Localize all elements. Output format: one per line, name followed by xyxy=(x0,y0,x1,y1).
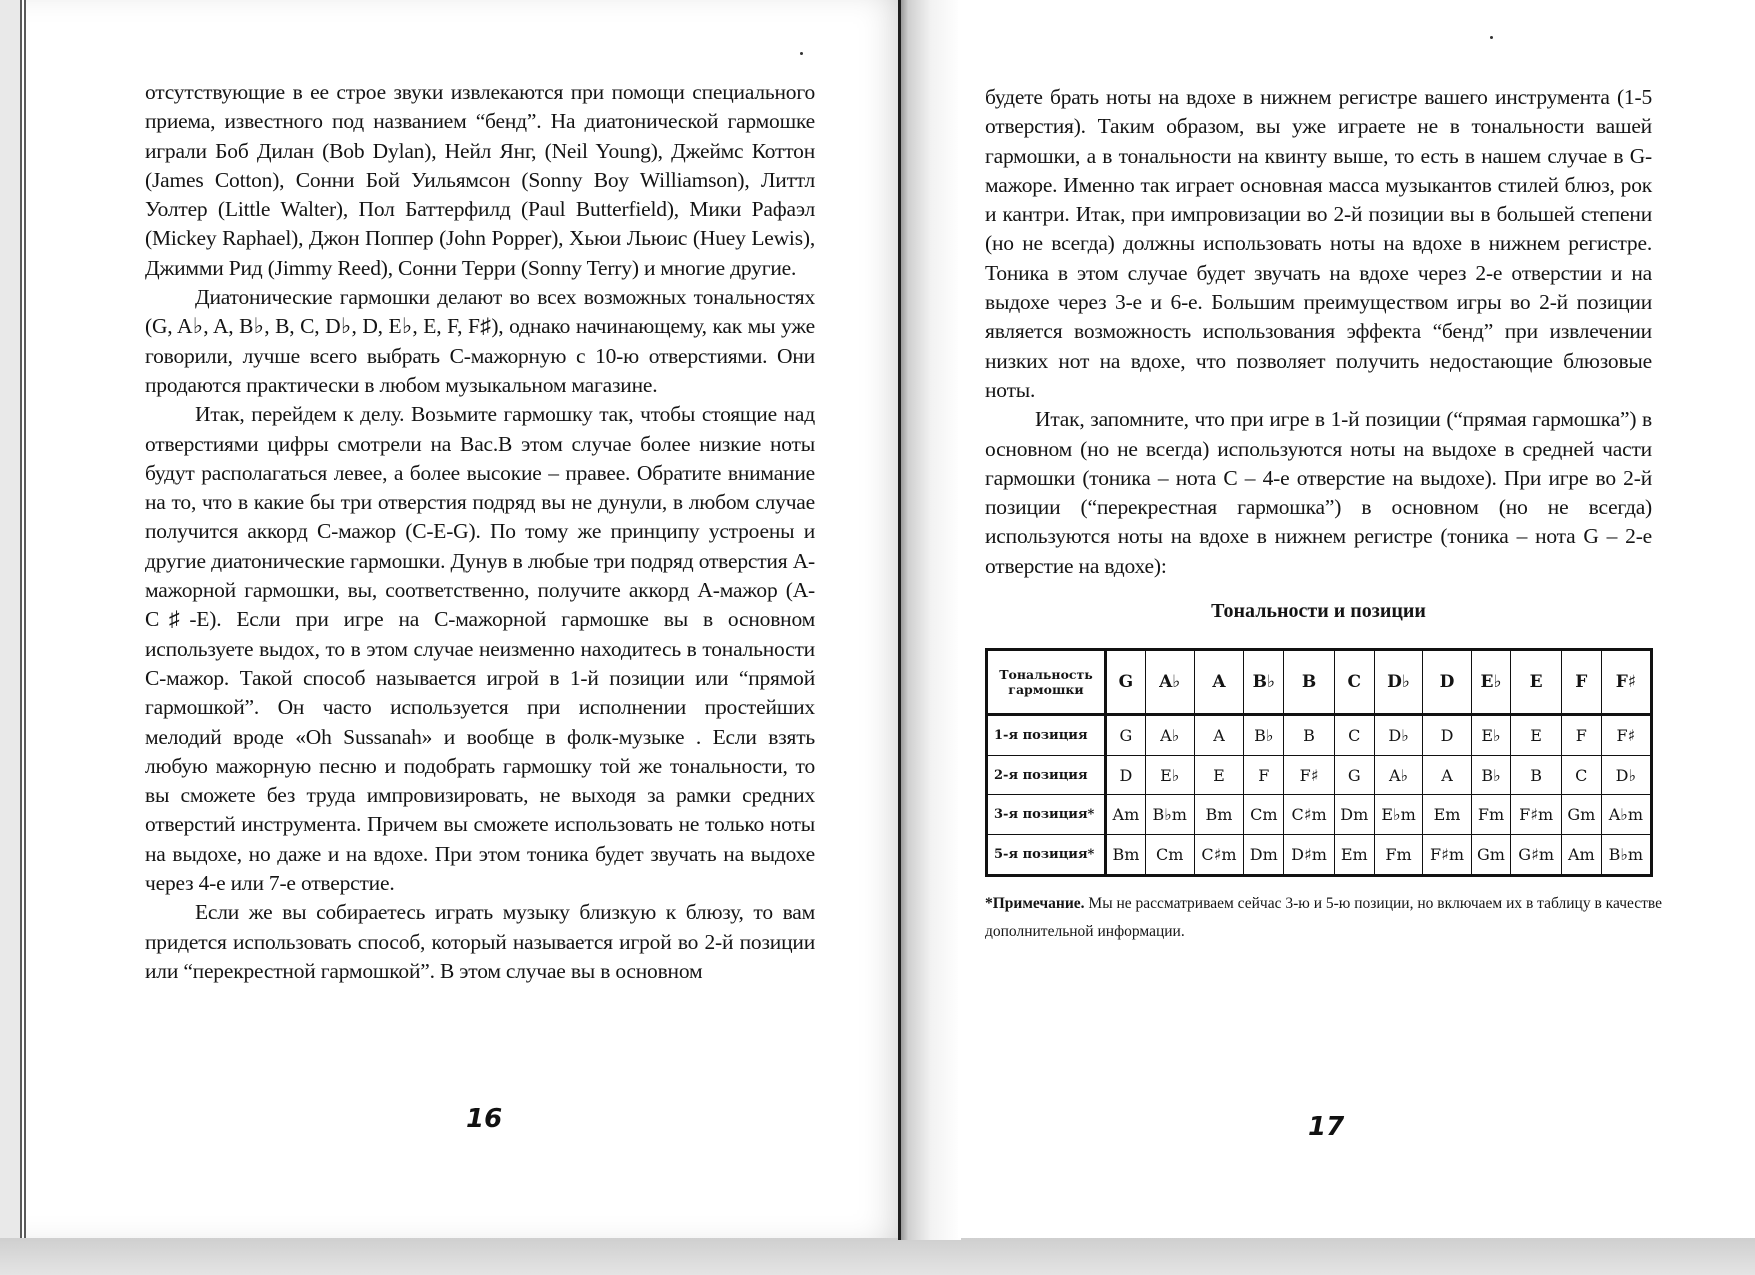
table-cell: D xyxy=(1423,714,1471,755)
table-footnote xyxy=(985,890,1665,946)
table-cell: Gm xyxy=(1561,795,1601,834)
table-cell: G xyxy=(1106,714,1146,755)
row-label: 1-я позиция xyxy=(987,714,1106,755)
row-label: 5-я позиция* xyxy=(987,834,1106,875)
table-cell: E xyxy=(1511,714,1561,755)
footnote-label: *Примечание. xyxy=(985,895,1085,912)
header-label: Тональность гармошки xyxy=(987,650,1106,715)
column-header: E♭ xyxy=(1471,650,1511,715)
table-cell: Gm xyxy=(1471,834,1511,875)
table-row xyxy=(987,756,1652,795)
right-page-body xyxy=(985,83,1652,581)
column-header: A♭ xyxy=(1145,650,1194,715)
table-cell: A xyxy=(1194,714,1244,755)
table-header-row xyxy=(987,650,1652,715)
table-row xyxy=(987,714,1652,755)
table-row xyxy=(987,795,1652,834)
book-spine xyxy=(898,0,961,1240)
table-cell: D♭ xyxy=(1601,756,1651,795)
scan-speck xyxy=(800,52,803,55)
table-cell: F♯m xyxy=(1511,795,1561,834)
table-cell: F xyxy=(1561,714,1601,755)
column-header: F xyxy=(1561,650,1601,715)
table-cell: F♯m xyxy=(1423,834,1471,875)
column-header: D xyxy=(1423,650,1471,715)
column-header: A xyxy=(1194,650,1244,715)
table-cell: B♭m xyxy=(1601,834,1651,875)
table-cell: C xyxy=(1561,756,1601,795)
table-cell: A♭m xyxy=(1601,795,1651,834)
table-cell: B xyxy=(1284,714,1335,755)
table-cell: G xyxy=(1334,756,1374,795)
table-cell: F♯ xyxy=(1284,756,1335,795)
paragraph: Если же вы собираетесь играть музыку близкую к блюзу, то вам придется использовать способ, который называется игрой во 2-й позиции или “перекрестной гармошкой”. В этом случае вы в основном xyxy=(145,900,815,983)
table-cell: B xyxy=(1511,756,1561,795)
table-cell: C♯m xyxy=(1194,834,1244,875)
table-cell: F♯ xyxy=(1601,714,1651,755)
table-cell: B♭m xyxy=(1145,795,1194,834)
table-cell: F xyxy=(1244,756,1284,795)
table-cell: Am xyxy=(1561,834,1601,875)
column-header: D♭ xyxy=(1374,650,1423,715)
table-cell: G♯m xyxy=(1511,834,1561,875)
table-cell: C♯m xyxy=(1284,795,1335,834)
table-cell: Fm xyxy=(1471,795,1511,834)
table-cell: E♭ xyxy=(1471,714,1511,755)
table-cell: A♭ xyxy=(1374,756,1423,795)
table-cell: Em xyxy=(1334,834,1374,875)
table-cell: D xyxy=(1106,756,1146,795)
table-cell: Dm xyxy=(1334,795,1374,834)
column-header: B♭ xyxy=(1244,650,1284,715)
row-label: 3-я позиция* xyxy=(987,795,1106,834)
table-cell: E♭m xyxy=(1374,795,1423,834)
table-cell: B♭ xyxy=(1244,714,1284,755)
table-cell: E♭ xyxy=(1145,756,1194,795)
table-cell: D♭ xyxy=(1374,714,1423,755)
table-cell: Fm xyxy=(1374,834,1423,875)
left-page-body xyxy=(145,78,815,986)
table-cell: Bm xyxy=(1106,834,1146,875)
table-title: Тональности и позиции xyxy=(1211,600,1426,622)
paragraph: будете брать ноты на вдохе в нижнем регистре вашего инструмента (1-5 отверстия). Таким образом, вы уже играете не в тональности вашей гармошки, а в тональности на квинту выше, то есть в нашем случае в G-мажоре. Именно так играет основная масса музыкантов стилей блюз, рок и кантри. Итак, при импровизации во 2-й позиции вы в большей степени (но не всегда) должны использовать ноты на вдохе в нижнем регистре. Тоника в этом случае будет звучать на вдохе через 2-е отверстии и на выдохе через 3-е и 6-е. Большим преимуществом игры во 2-й позиции является возможность использования эффекта “бенд” при извлечении низких нот на вдохе, что позволяет получить недостающие блюзовые ноты. xyxy=(985,85,1652,402)
page-number-left: 16 xyxy=(466,1104,503,1134)
paragraph: Итак, запомните, что при игре в 1-й позиции (“прямая гармошка”) в основном (но не всегда) используются ноты на выдохе в средней части гармошки (тоника – нота С – 4-е отверстие на выдохе). При игре во 2-й позиции (“перекрестная гармошка”) в основном (но не всегда) используются ноты на вдохе в нижнем регистре (тоника – нота G – 2-е отверстие на вдохе): xyxy=(985,407,1652,578)
table-cell: A xyxy=(1423,756,1471,795)
table-cell: E xyxy=(1194,756,1244,795)
scanner-bed xyxy=(0,1238,1755,1275)
paragraph: Диатонические гармошки делают во всех возможных тональностях (G, A♭, A, B♭, B, C, D♭, D, E♭, E, F, F♯), однако начинающему, как мы уже говорили, лучше всего выбрать С-мажорную с 10-ю отверстиями. Они продаются практически в любом музыкальном магазине. xyxy=(145,285,815,397)
column-header: C xyxy=(1334,650,1374,715)
column-header: F♯ xyxy=(1601,650,1651,715)
table-cell: D♯m xyxy=(1284,834,1335,875)
row-label: 2-я позиция xyxy=(987,756,1106,795)
table-cell: Bm xyxy=(1194,795,1244,834)
table-cell: A♭ xyxy=(1145,714,1194,755)
column-header: G xyxy=(1106,650,1146,715)
column-header: B xyxy=(1284,650,1335,715)
column-header: E xyxy=(1511,650,1561,715)
paragraph: отсутствующие в ее строе звуки извлекаются при помощи специального приема, известного под названием “бенд”. На диатонической гармошке играли Боб Дилан (Bob Dylan), Нейл Янг, (Neil Young), Джеймс Коттон (James Cotton), Сонни Бой Уильямсон (Sonny Boy Williamson), Литтл Уолтер (Little Walter), Пол Баттерфилд (Paul Butterfield), Мики Рафаэл (Mickey Raphael), Джон Поппер (John Popper), Хьюи Льюис (Huey Lewis), Джимми Рид (Jimmy Reed), Сонни Терри (Sonny Terry) и многие другие. xyxy=(145,80,815,280)
table-cell: Em xyxy=(1423,795,1471,834)
table-cell: Am xyxy=(1106,795,1146,834)
table-cell: Cm xyxy=(1244,795,1284,834)
table-cell: B♭ xyxy=(1471,756,1511,795)
table-row xyxy=(987,834,1652,875)
paragraph: Итак, перейдем к делу. Возьмите гармошку так, чтобы стоящие над отверстиями цифры смотрели на Вас.В этом случае более низкие ноты будут располагаться левее, а более высокие – правее. Обратите внимание на то, что в какие бы три отверстия подряд вы не дунули, в любом случае получится аккорд С-мажор (C-E-G). По тому же принципу устроены и другие диатонические гармошки. Дунув в любые три подряд отверстия А-мажорной гармошки, вы, соответственно, получите аккорд А-мажор (A-C♯-E). Если при игре на С-мажорной гармошке вы в основном используете выдох, то в этом случае неизменно находитесь в тональности С-мажор. Такой способ называется игрой в 1-й позиции или “прямой гармошкой”. Он часто используется при исполнении простейших мелодий вроде «Oh Sussanah» и вообще в фолк-музыке . Если взять любую мажорную песню и подобрать гармошку той же тональности, то вы сможете без труда импровизировать, не выходя за рамки средних отверстий инструмента. Причем вы сможете использовать не только ноты на выдохе, но даже и на вдохе. При этом тоника будет звучать на выдохе через 4-е или 7-е отверстие. xyxy=(145,402,815,896)
footnote-text: Мы не рассматриваем сейчас 3-ю и 5-ю позиции, но включаем их в таблицу в качестве дополнительной информации. xyxy=(985,895,1663,940)
keys-positions-table xyxy=(985,648,1653,877)
page-number-right: 17 xyxy=(1308,1112,1345,1142)
table-cell: C xyxy=(1334,714,1374,755)
scan-speck xyxy=(1490,36,1493,39)
table-cell: Cm xyxy=(1145,834,1194,875)
table-cell: Dm xyxy=(1244,834,1284,875)
